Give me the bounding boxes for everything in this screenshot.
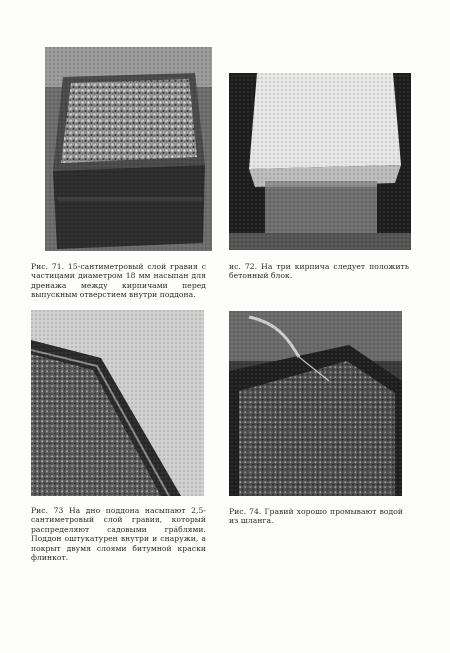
figure-71-photo — [45, 47, 212, 251]
figure-72-caption: ис. 72. На три кирпича следует положить бетонный блок. — [229, 262, 409, 281]
figure-74-photo — [229, 311, 402, 496]
figure-73-caption: Рис. 73 На дно поддона насыпают 2,5-сантиметровый слой гравия, который распределяют садовыми грáблями. Поддон оштукатурен внутри и снаружи, а покрыт двумя слоями битумной краски флинкот. — [31, 506, 206, 563]
figure-71-caption: Рис. 71. 15-сантиметровый слой гравия с частицами диаметром 18 мм насыпан для дренажа между кирпичами перед выпускным отверстием внутри поддона. — [31, 262, 206, 300]
figure-72-photo — [229, 73, 411, 250]
figure-74-caption: Рис. 74. Гравий хорошо промывают водой из шланга. — [229, 507, 403, 526]
figure-73-photo — [31, 310, 204, 496]
